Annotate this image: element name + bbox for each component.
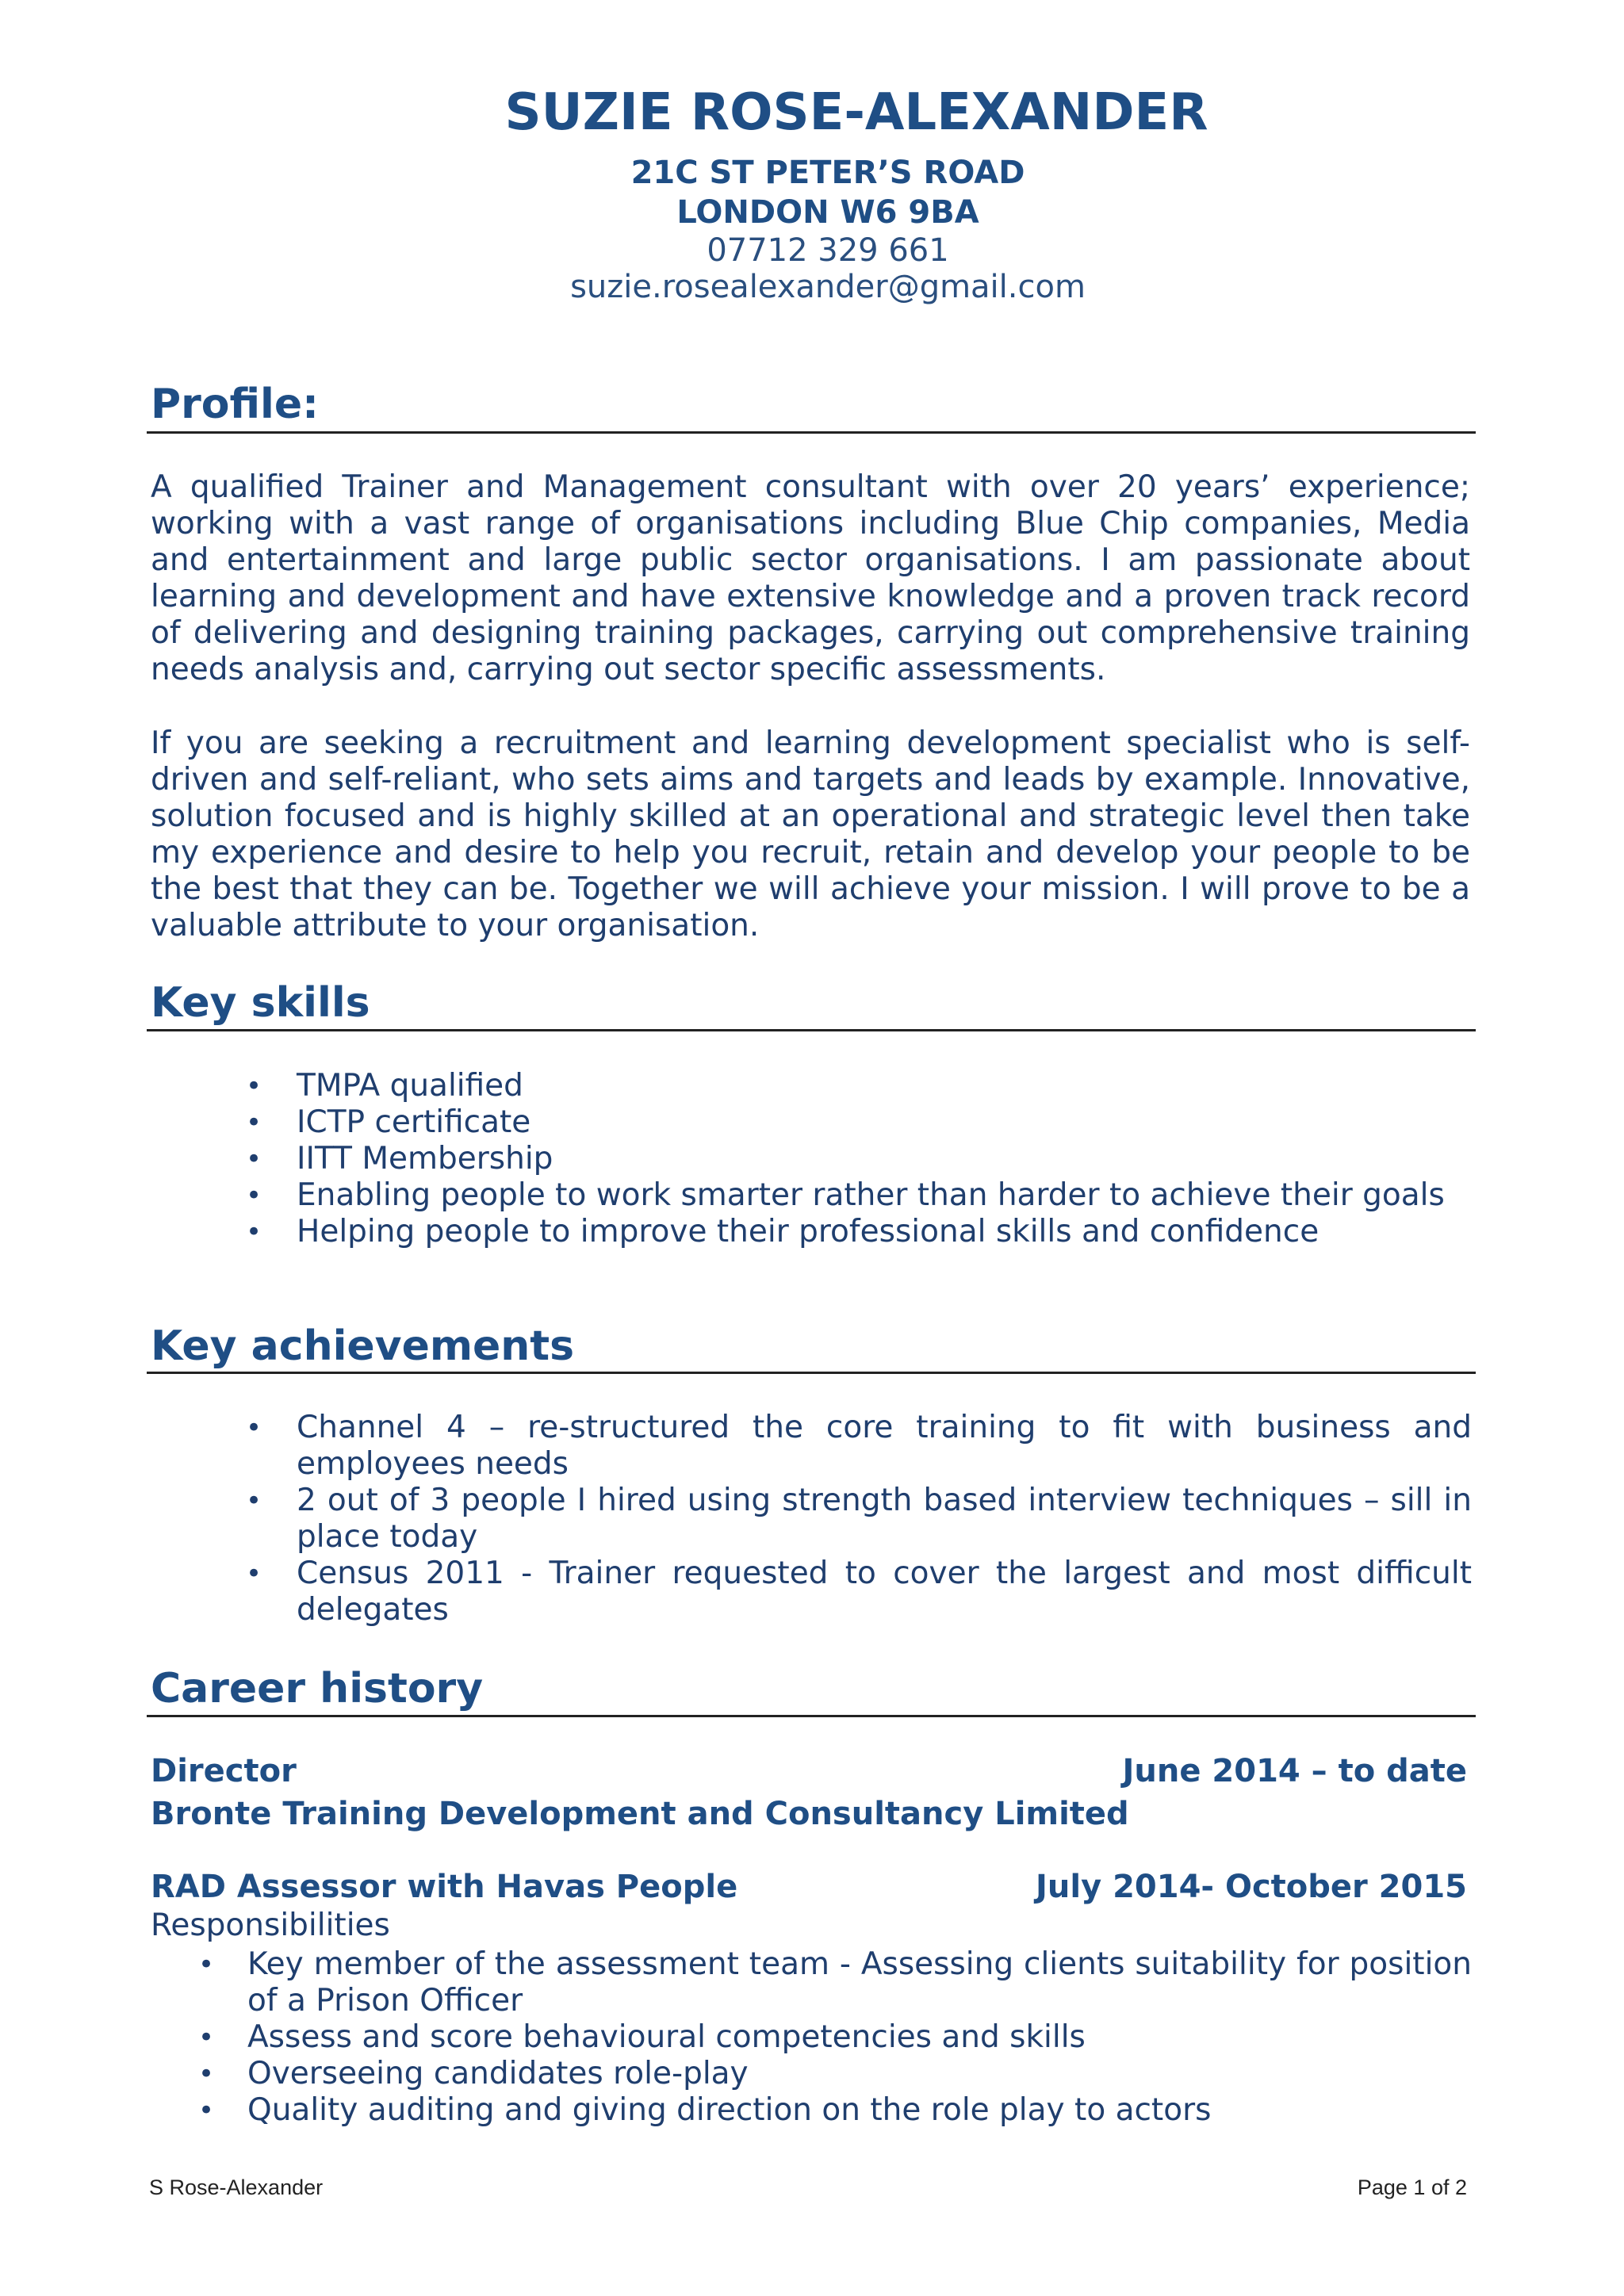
bullet-icon: • [198,1949,215,1980]
bullet-icon: • [246,1412,262,1444]
footer-author: S Rose-Alexander [149,2175,324,2199]
candidate-name: SUZIE ROSE-ALEXANDER [504,83,1208,142]
address-line-2: LONDON W6 9BA [676,194,979,231]
job-dates: July 2014- October 2015 [1036,1869,1467,1905]
list-item: • Overseeing candidates role-play [198,2056,749,2091]
bullet-icon: • [246,1558,262,1590]
job-company: Bronte Training Development and Consultancy Limited [151,1796,1129,1832]
bullet-icon: • [198,2058,215,2090]
job-title: RAD Assessor with Havas People [151,1869,738,1905]
job-dates: June 2014 – to date [1122,1753,1467,1789]
list-item: • Key member of the assessment team - Assessing clients suitability for position of a Prison Officer [198,1946,1472,2019]
list-item: • Channel 4 – re-structured the core training to fit with business and employees needs [246,1410,1472,1482]
responsibilities-list [198,1946,1472,2129]
key-skills-list [247,1068,1484,1250]
bullet-icon: • [198,2095,215,2126]
footer-page-number: Page 1 of 2 [1357,2175,1467,2199]
list-item: • Assess and score behavioural competencies and skills [198,2019,1086,2055]
list-item: • Census 2011 - Trainer requested to cover the largest and most difficult delegates [246,1556,1472,1628]
section-title-key-skills: Key skills [151,979,370,1027]
list-item: • Enabling people to work smarter rather than harder to achieve their goals [246,1177,1445,1213]
email-address: suzie.rosealexander@gmail.com [570,269,1086,305]
profile-paragraph-2: If you are seeking a recruitment and learning development specialist who is self-driven and self-reliant, who sets aims and targets and leads by example. Innovative, solution focused and is highly skilled at an operational and strategic level then take my experience and desire to help you recruit, retain and develop your people to be the best that they can be. Together we will achieve your mission. I will prove to be a valuable attribute to your organisation. [151,725,1470,943]
section-divider-career-history [147,1715,1476,1717]
bullet-icon: • [246,1107,262,1138]
responsibilities-label: Responsibilities [151,1908,390,1943]
bullet-icon: • [246,1143,262,1175]
profile-paragraph-1: A qualified Trainer and Management consultant with over 20 years’ experience; working with a vast range of organisations including Blue Chip companies, Media and entertainment and large public sector organisations. I am passionate about learning and development and have extensive knowledge and a proven track record of delivering and designing training packages, carrying out comprehensive training needs analysis and, carrying out sector specific assessments. [151,469,1470,687]
bullet-icon: • [246,1485,262,1517]
job-title: Director [151,1753,297,1789]
section-divider-key-skills [147,1029,1476,1031]
address-line-1: 21C ST PETER’S ROAD [630,155,1025,191]
list-item: • TMPA qualified [246,1068,523,1104]
section-divider-profile [147,431,1476,434]
list-item: • 2 out of 3 people I hired using strength based interview techniques – sill in place today [246,1483,1472,1555]
phone-number: 07712 329 661 [707,232,949,269]
list-item: • Helping people to improve their professional skills and confidence [246,1214,1320,1249]
list-item: • ICTP certificate [246,1104,531,1140]
list-item: • Quality auditing and giving direction on the role play to actors [198,2092,1212,2128]
bullet-icon: • [246,1216,262,1248]
bullet-icon: • [246,1070,262,1102]
section-title-key-achievements: Key achievements [151,1322,575,1370]
list-item: • IITT Membership [246,1141,553,1177]
bullet-icon: • [198,2022,215,2053]
key-achievements-list [247,1410,1472,1628]
section-title-career-history: Career history [151,1665,484,1712]
section-divider-key-achievements [147,1372,1476,1374]
bullet-icon: • [246,1180,262,1211]
section-title-profile: Profile: [151,381,319,428]
